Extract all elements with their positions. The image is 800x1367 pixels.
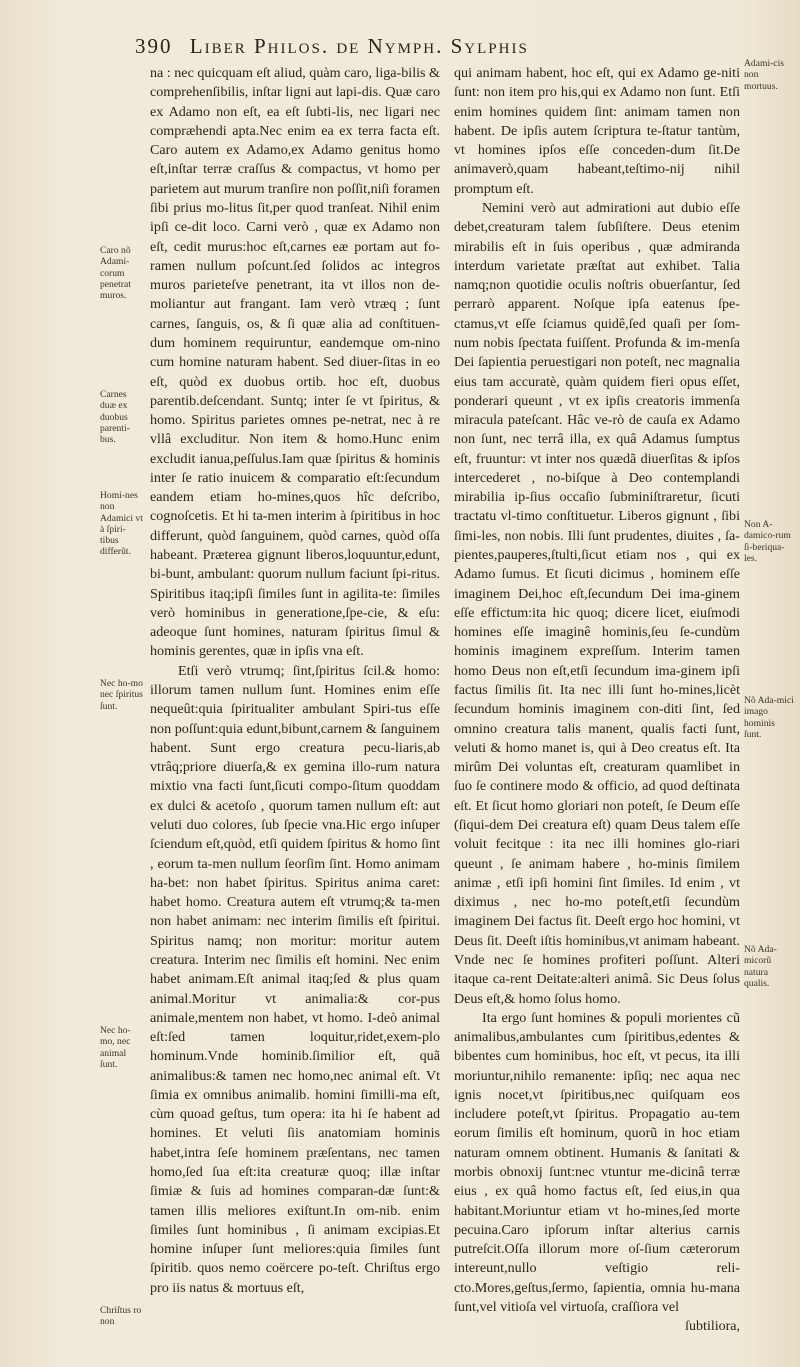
catchword: ſubtiliora,	[685, 1319, 740, 1335]
margin-note: Caro nõ Adami-corum penetrat muros.	[100, 245, 131, 302]
paragraph: Etſi verò vtrumq; ſint,ſpiritus ſcil.& homo: illorum tamen nullum ſunt. Homines enim eſſe nequeût:quia ſpiritualiter ambulant Spiri-tus eſſe non poſſunt:quia edunt,bibunt,carnem & ſanguinem habent. Sunt ergo creatura pecu-liaris,ab vtrâq;priore diuerſa,& ex gemina illo-rum natura mixtio vna facti ſunt,ſicuti compo-ſitum quoddam ex dulci & acetoſo , quorum tamen nullum eſt: aut veluti duo colores, ſub ſpecie vna.Hic ergo inſuper ſciendum eſt,quòd, etſi quidem ſpiritus & homo ſint , eorum ta-men nullum ſeorſim ſint. Homo animam ha-bet: non habet ſpiritus. Spiritus anima caret: habet homo. Creatura autem eſt vtrumq;& ta-men non habet animam: nec interim ſimilis eſt ſpiritui. Spiritus namq; non moritur: moritur autem creatura. Interim nec ſimilis eſt homini. Nec enim habet animam.Eſt animal itaq;ſed & plus quam animal.Moritur vt animalia:& cor-pus animale,mentem non habet, vt homo. I-deò animal eſt:ſed tamen loquitur,ridet,exem-plo hominum.Vnde hominib.ſimilior eſt, quã animalibus:& tamen nec homo,nec animal eſt. Vt ſimia ex omnibus animalib. homini ſimilli-ma eſt, cùm quoad geſtus, tum opera: ita hi ſe habent ad homines. Et veluti ſiis anatomiam hominis habet,intra ſeſe hominem præſentans, nec tamen homo,ſed ſua eſt:ita creaturæ quoq; illæ inſtar ſimiæ & ſuis ad homines comparan-dæ ſunt:& tamen illis meliores exiſtunt.In om-nib. enim ſimiles ſunt hominibus , ſi animam excipias.Et homine inſuper ſunt meliores:quia ſimiles ſunt ſpiritib. quos nemo coërcere po-teſt. Chriſtus ergo pro iis natus & mortuus eſt,	[150, 662, 440, 1296]
paragraph: Nemini verò aut admirationi aut dubio eſſe debet,creaturam talem ſubſiſtere. Deus etenim mirabilis eſt in ſuis operibus , quæ admiranda interdum varietate præſtat aut exhibet. Talia namq;non quotidie oculis noſtris obuerſantur, ſed perrarò apparent. Noſque ipſa eatenus ſpe-ctamus,vt eſſe ſciamus quidê,ſed quaſi per ſom-num nobis ſpectata fuiſſent. Profunda & im-menſa Dei ſapientia peruestigari non poteſt, nec magnalia eius tam accuratè, quàm quidem fieri opus eſſet, ponderari queunt , vt ex ipſis creatoris immenſa miracula pateſcant. Hâc ve-rò de cauſa ex Adamo non ſunt, nec terrâ illa, ex quâ Adamus ſumptus eſt, fruuntur: vt inter nos quædã diuerſitas & ipſos intercederet , no-biſque à Deo contemplandi mirabilia ip-ſius occaſio ſubminiſtraretur, ſicuti tractatu vl-timo conſtituetur. Liberos gignunt , ſibi ſimi-les, non nobis. Illi ſunt prudentes, diuites , ſa-pientes,pauperes,ſtulti,ſicut etiam nos , qui ex Adamo ſumus. Et ſicuti dicimus , hominem eſſe imaginem Dei,hoc eſt,ſecundum Dei ima-ginem eſſe effictum:ita hic quoq; dicere licet, eiuſmodi homines eſſe imaginê hominis,ſeu ſe-cundùm hominis imaginem expreſſum. Interim tamen homo Deus non eſt,etſi ſecundum ima-ginem ipſi factus ſimilis ſit. Ita nec illi ſunt ho-mines,licèt ſecundum hominis imaginem con-diti ſint, ſed omnino creatura talis manent, qualis facti ſunt, veluti & homo manet is, qui à Deo creatus eſt. Ita mirûm Dei voluntas eſt, creaturam quamlibet in ſuo ſe continere modo & officio, ad quod deſtinata eſt. Et ſicut homo gloriari non poteſt, ſe Deum eſſe (ſiqui-dem Dei creatura eſt) quam Deus talem eſſe voluit fecitque : ita nec illi homines glo-riari queunt , ſe animam habere , ho-minis ſimilem animæ , etſi ipſi homini ſint ſimiles. Id enim , vt diximus , nec ho-mo poteſt,etſi ſecundùm imaginem Dei factus ſit. Deeſt ergo hoc homini, vt Deus ſit. Deeſt iſtis hominibus,vt animam habeant. Vnde nec ſe homines profiteri poſſunt. Alteri itaque ca-rent Deitate:alteri animâ. Sic Deus ſolus Deus eſt,& homo ſolus homo.	[454, 199, 740, 1007]
margin-note: Nec ho-mo, nec animal ſunt.	[100, 1025, 131, 1070]
paragraph: na : nec quicquam eſt aliud, quàm caro, liga-bilis & comprehenſibilis, inſtar ligni aut lapi-dis. Quæ caro ex Adamo non eſt, ea eſt ſubti-lis, nec ligari nec compræhendi apta.Nec enim ea ex terra facta eſt. Caro autem ex Adamo,ex Adamo genitus homo eſt,inſtar terræ craſſus & compactus, vt homo per parietem aut murum tranſire non poſſit,niſi foramen ſibi prius mo-litus ſit,per quod tranſeat. Nihil enim ipſi ce-dit loco. Carni verò , quæ ex Adamo non eſt, cedit murus:hoc eſt,carnes eæ portam aut fo-ramen nullum poſcunt.ſed ſolidos ac integros muros parieteſve penetrant, ita vt illos non de-moliantur aut frangant. Iam verò vtræq ; ſunt carnes, ſanguis, os, & ſi quæ alia ad conſtituen-dum hominem requiruntur, eandemque om-nino cum homine naturam habent. Sed diuer-ſitas in eo eſt, quòd ex duobus ortib. hoc eſt, duobus parentib.deſcendant. Suntq; inter ſe vt ſpiritus, & homo. Spiritus parietes omnes pe-netrat, nec à re vllâ excluditur. Non item & homo.Hunc enim excludit ianua,peſſulus.Iam quæ ſpiritus & hominis inter ſe ratio inuicem & comparatio eſt:ſecundum eandem etiam ho-mines,quos hîc deſcribo, cognoſcetis. Et hi ta-men interim à ſpiritibus in hoc differunt, quòd ſanguinem, quòd carnes, quòd oſſa habeant. Præterea gignunt liberos,loquuntur,edunt, bi-bunt, ambulant: quorum nullum faciunt ſpi-ritus. Spiritibus itaq;ipſi ſimiles ſunt in agilita-te: ſimiles verò hominibus in generatione,ſpe-cie, & eſu: adeoque ſunt homines, naturam ſpiritus ſimul & hominis gerentes, quæ in ipſis vna eſt.	[150, 65, 441, 660]
margin-note: Nõ Ada-micorũ natura qualis.	[744, 944, 777, 989]
left-column	[150, 64, 440, 1298]
paragraph: Ita ergo ſunt homines & populi morientes cũ animalibus,ambulantes cum ſpiritibus,edentes & bibentes cum hominibus, hoc eſt, vt pecus, ita illi moriuntur,nihilo remanente: ipſiq; nec aqua nec ignis nocet,vt ſpiritibus,nec quiſquam eos includere poteſt,vt ſpiritus. Propagatio au-tem eorum ſimilis eſt hominum, quorũ in hoc etiam naturam omnem obtinent. Humanis & ſanitati & morbis obnoxij ſunt:nec vtuntur me-dicinâ terræ eius , ex quâ homo factus eſt, ſed eius,in qua habitant.Moriuntur etiam vt ho-mines,ſed morte pecuina.Caro ipſorum inſtar alterius carnis putreſcit.Oſſa illorum more oſ-ſium cæterorum intereunt,nullo veſtigio reli-cto.Mores,geſtus,ſermo, ſapientia, omnia hu-mana ſunt,vel vitioſa vel virtuoſa, craſſiora vel	[454, 1009, 740, 1315]
margin-note: Chriſtus ro non	[100, 1305, 142, 1328]
page-number: 390	[135, 34, 173, 58]
margin-note: Nõ Ada-mici imago hominis ſunt.	[744, 695, 794, 740]
margin-note: Non A-damico-rum ſi-beriqua-les.	[744, 519, 791, 564]
margin-note: Carnes duæ ex duobus parenti-bus.	[100, 389, 130, 446]
right-column	[454, 64, 740, 1337]
margin-note: Homi-nes non Adamici vt à ſpiri-tibus differũt.	[100, 490, 143, 558]
running-header	[135, 34, 755, 66]
margin-note: Adami-cis non mortuus.	[744, 58, 784, 92]
running-title: Liber Philos. de Nymph. Sylphis	[189, 34, 529, 58]
paragraph: qui animam habent, hoc eſt, qui ex Adamo ge-niti ſunt: non item pro his,qui ex Adamo non ſunt. Etſi enim homines quidem ſint: animam tamen non habent. De ipſis autem ſcriptura te-ſtatur tantùm, vt homines ipſos eſſe conceden-dum ſit.De animaverò,quam habeant,teſtimo-nij nihil promptum eſt.	[454, 65, 740, 197]
margin-note: Nec ho-mo nec ſpiritus ſunt.	[100, 678, 143, 712]
